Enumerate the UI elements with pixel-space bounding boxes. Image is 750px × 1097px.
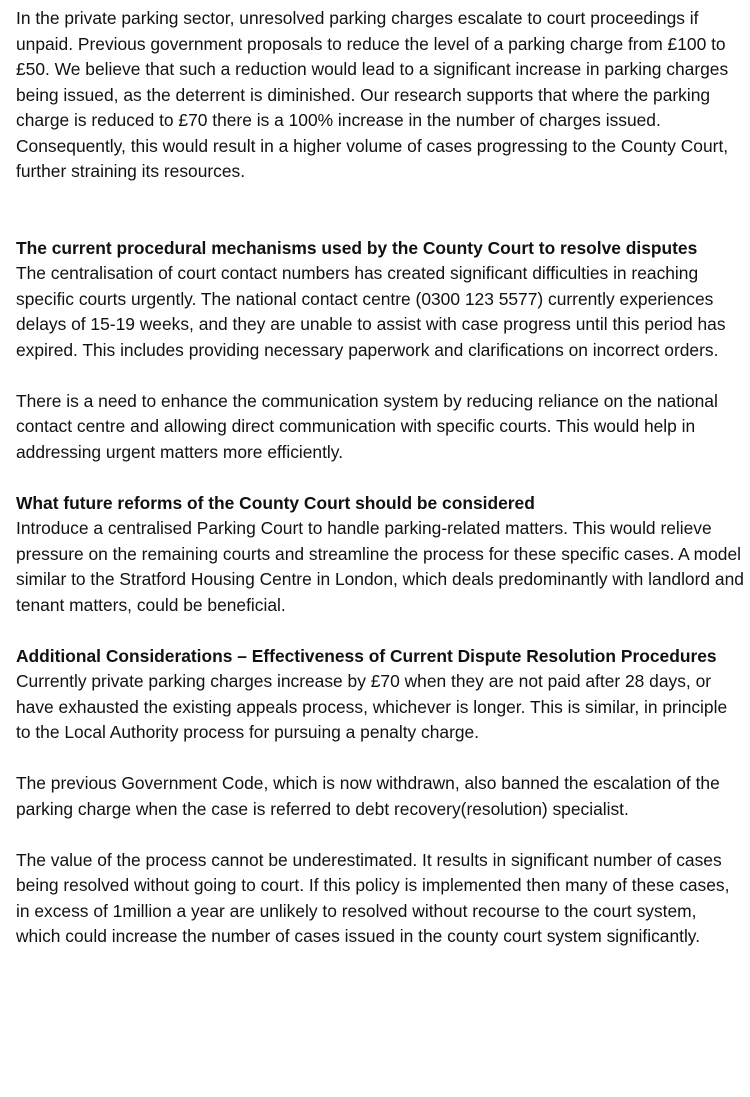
paragraph-spacer xyxy=(16,746,744,772)
section-spacer xyxy=(16,465,744,491)
reforms-paragraph: Introduce a centralised Parking Court to handle parking-related matters. This would relieve pressure on the remaining courts and streamline the process for these specific cases. A model similar to the Stratford Housing Centre in London, which deals predominantly with landlord and tenant matters, could be beneficial. xyxy=(16,518,744,615)
section-spacer xyxy=(16,185,744,236)
reforms-heading: What future reforms of the County Court should be considered xyxy=(16,492,535,513)
additional-paragraph-1: Currently private parking charges increase by £70 when they are not paid after 28 days, or have exhausted the existing appeals process, whichever is longer. This is similar, in principle to the Local Authority process for pursuing a penalty charge. xyxy=(16,671,728,742)
paragraph-spacer xyxy=(16,363,744,389)
additional-paragraph-3: The value of the process cannot be underestimated. It results in significant number of cases being resolved without going to court. If this policy is implemented then many of these cases, in excess of 1million a year are unlikely to resolved without recourse to the court system, which could increase the number of cases issued in the county court system significantly. xyxy=(16,849,730,946)
additional-heading: Additional Considerations – Effectiveness of Current Dispute Resolution Procedures xyxy=(16,645,717,666)
section-spacer xyxy=(16,618,744,644)
procedural-heading: The current procedural mechanisms used by the County Court to resolve disputes xyxy=(16,237,698,258)
additional-paragraph-2: The previous Government Code, which is now withdrawn, also banned the escalation of the parking charge when the case is referred to debt recovery(resolution) specialist. xyxy=(16,773,720,819)
procedural-paragraph-2: There is a need to enhance the communication system by reducing reliance on the national contact centre and allowing direct communication with specific courts. This would help in addressing urgent matters more efficiently. xyxy=(16,390,718,462)
intro-paragraph: In the private parking sector, unresolved parking charges escalate to court proceedings if unpaid. Previous government proposals to reduce the level of a parking charge from £100 to £50. We believe that such a reduction would lead to a significant increase in parking charges being issued, as the deterrent is diminished. Our research supports that where the parking charge is reduced to £70 there is a 100% increase in the number of charges issued. Consequently, this would result in a higher volume of cases progressing to the County Court, further straining its resources. xyxy=(16,8,729,181)
procedural-paragraph-1: The centralisation of court contact numbers has created significant difficulties in reaching specific courts urgently. The national contact centre (0300 123 5577) currently experiences delays of 15-19 weeks, and they are unable to assist with case progress until this period has expired. This includes providing necessary paperwork and clarifications on incorrect orders. xyxy=(16,263,726,360)
document-body xyxy=(16,6,744,950)
paragraph-spacer xyxy=(16,822,744,848)
